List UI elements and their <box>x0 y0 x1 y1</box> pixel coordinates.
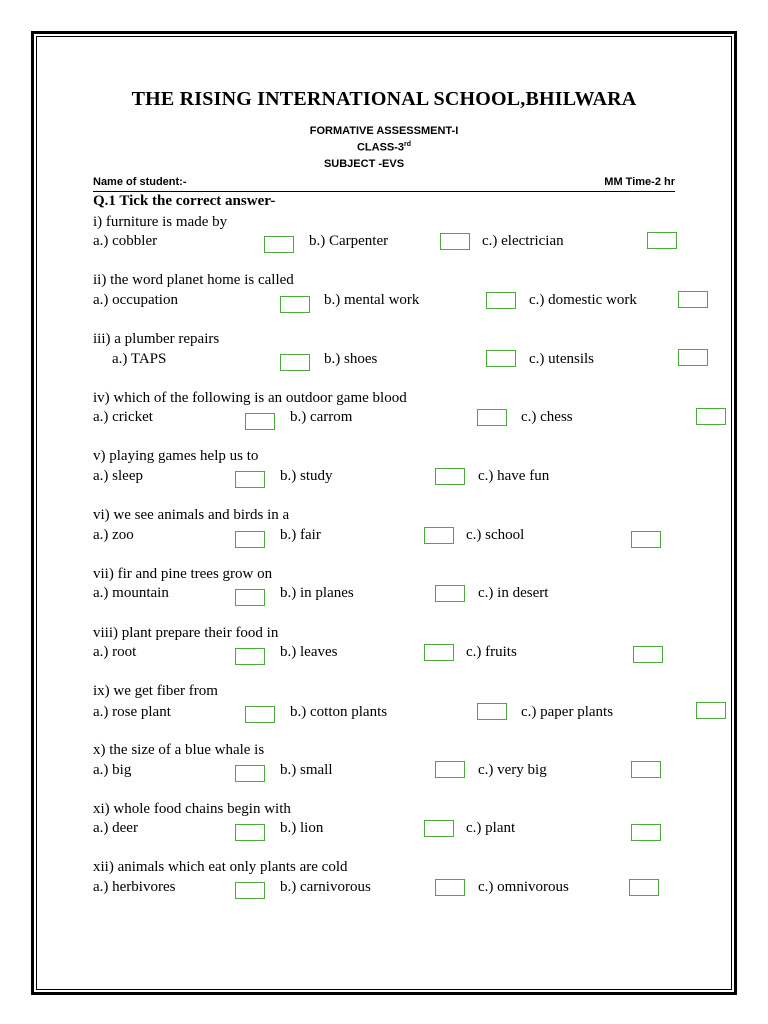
question-text: viii) plant prepare their food in <box>93 625 279 641</box>
option-b-checkbox[interactable] <box>435 468 465 485</box>
option-c-label: c.) fruits <box>466 644 517 660</box>
option-c-label: c.) electrician <box>482 233 564 249</box>
question-text: ii) the word planet home is called <box>93 272 294 288</box>
option-b-checkbox[interactable] <box>477 703 507 720</box>
option-c-checkbox[interactable] <box>696 408 726 425</box>
option-c-checkbox[interactable] <box>631 761 661 778</box>
option-c-label: c.) very big <box>478 762 547 778</box>
option-a-checkbox[interactable] <box>280 296 310 313</box>
option-a-label: a.) occupation <box>93 292 178 308</box>
option-a-label: a.) cricket <box>93 409 153 425</box>
class-label <box>0 141 768 154</box>
subject-label: SUBJECT -EVS <box>323 158 405 170</box>
question-section-title: Q.1 Tick the correct answer- <box>93 193 276 209</box>
option-b-checkbox[interactable] <box>486 350 516 367</box>
option-a-checkbox[interactable] <box>235 471 265 488</box>
question-text: v) playing games help us to <box>93 448 259 464</box>
option-c-label: c.) chess <box>521 409 573 425</box>
class-text: CLASS-3 <box>356 141 405 154</box>
option-a-checkbox[interactable] <box>235 765 265 782</box>
option-b-checkbox[interactable] <box>424 527 454 544</box>
option-c-checkbox[interactable] <box>647 232 677 249</box>
option-b-label: b.) Carpenter <box>309 233 389 249</box>
option-c-checkbox[interactable] <box>631 824 661 841</box>
question-text: vi) we see animals and birds in a <box>93 507 290 523</box>
option-b-checkbox[interactable] <box>424 820 454 837</box>
assessment-title: FORMATIVE ASSESSMENT-I <box>309 125 459 137</box>
option-c-checkbox[interactable] <box>629 879 659 896</box>
option-a-label: a.) TAPS <box>112 351 167 367</box>
option-a-checkbox[interactable] <box>235 648 265 665</box>
option-b-label: b.) in planes <box>280 585 354 601</box>
option-b-checkbox[interactable] <box>440 233 470 250</box>
option-b-label: b.) fair <box>280 527 321 543</box>
question-text: ix) we get fiber from <box>93 683 218 699</box>
option-b-label: b.) cotton plants <box>290 704 388 720</box>
option-a-label: a.) rose plant <box>93 704 171 720</box>
option-a-label: a.) herbivores <box>93 879 176 895</box>
option-c-label: c.) utensils <box>529 351 594 367</box>
option-a-label: a.) big <box>93 762 132 778</box>
option-b-label: b.) mental work <box>324 292 420 308</box>
option-b-label: b.) small <box>280 762 333 778</box>
option-a-checkbox[interactable] <box>245 706 275 723</box>
school-title: THE RISING INTERNATIONAL SCHOOL,BHILWARA <box>131 88 637 110</box>
option-a-label: a.) sleep <box>93 468 143 484</box>
option-c-checkbox[interactable] <box>631 531 661 548</box>
marks-time-label: MM Time-2 hr <box>604 176 675 188</box>
option-a-checkbox[interactable] <box>264 236 294 253</box>
option-a-checkbox[interactable] <box>235 824 265 841</box>
class-ordinal: rd <box>404 141 412 148</box>
question-text: xii) animals which eat only plants are cold <box>93 859 348 875</box>
option-c-checkbox[interactable] <box>633 646 663 663</box>
option-b-label: b.) carrom <box>290 409 353 425</box>
option-c-label: c.) paper plants <box>521 704 614 720</box>
option-c-checkbox[interactable] <box>678 291 708 308</box>
option-b-label: b.) leaves <box>280 644 338 660</box>
option-b-checkbox[interactable] <box>486 292 516 309</box>
option-b-checkbox[interactable] <box>435 585 465 602</box>
option-b-checkbox[interactable] <box>435 879 465 896</box>
option-a-label: a.) cobbler <box>93 233 158 249</box>
question-text: x) the size of a blue whale is <box>93 742 265 758</box>
option-a-checkbox[interactable] <box>235 882 265 899</box>
question-text: i) furniture is made by <box>93 214 228 230</box>
option-b-checkbox[interactable] <box>424 644 454 661</box>
option-c-label: c.) in desert <box>478 585 549 601</box>
option-c-label: c.) have fun <box>478 468 550 484</box>
option-b-checkbox[interactable] <box>435 761 465 778</box>
question-text: iii) a plumber repairs <box>93 331 220 347</box>
student-name-line <box>93 176 675 192</box>
option-a-checkbox[interactable] <box>245 413 275 430</box>
option-b-label: b.) study <box>280 468 333 484</box>
option-c-label: c.) omnivorous <box>478 879 569 895</box>
option-c-checkbox[interactable] <box>678 349 708 366</box>
option-c-label: c.) plant <box>466 820 516 836</box>
question-text: xi) whole food chains begin with <box>93 801 291 817</box>
option-b-label: b.) carnivorous <box>280 879 371 895</box>
option-c-label: c.) domestic work <box>529 292 637 308</box>
question-text: vii) fir and pine trees grow on <box>93 566 273 582</box>
option-b-label: b.) shoes <box>324 351 378 367</box>
option-c-label: c.) school <box>466 527 525 543</box>
option-c-checkbox[interactable] <box>696 702 726 719</box>
option-a-label: a.) zoo <box>93 527 134 543</box>
option-b-label: b.) lion <box>280 820 324 836</box>
student-name-label: Name of student:- <box>93 176 187 188</box>
question-text: iv) which of the following is an outdoor game blood <box>93 390 407 406</box>
option-a-checkbox[interactable] <box>235 589 265 606</box>
option-a-checkbox[interactable] <box>280 354 310 371</box>
option-a-label: a.) mountain <box>93 585 169 601</box>
option-a-label: a.) deer <box>93 820 138 836</box>
option-a-checkbox[interactable] <box>235 531 265 548</box>
option-b-checkbox[interactable] <box>477 409 507 426</box>
option-a-label: a.) root <box>93 644 137 660</box>
